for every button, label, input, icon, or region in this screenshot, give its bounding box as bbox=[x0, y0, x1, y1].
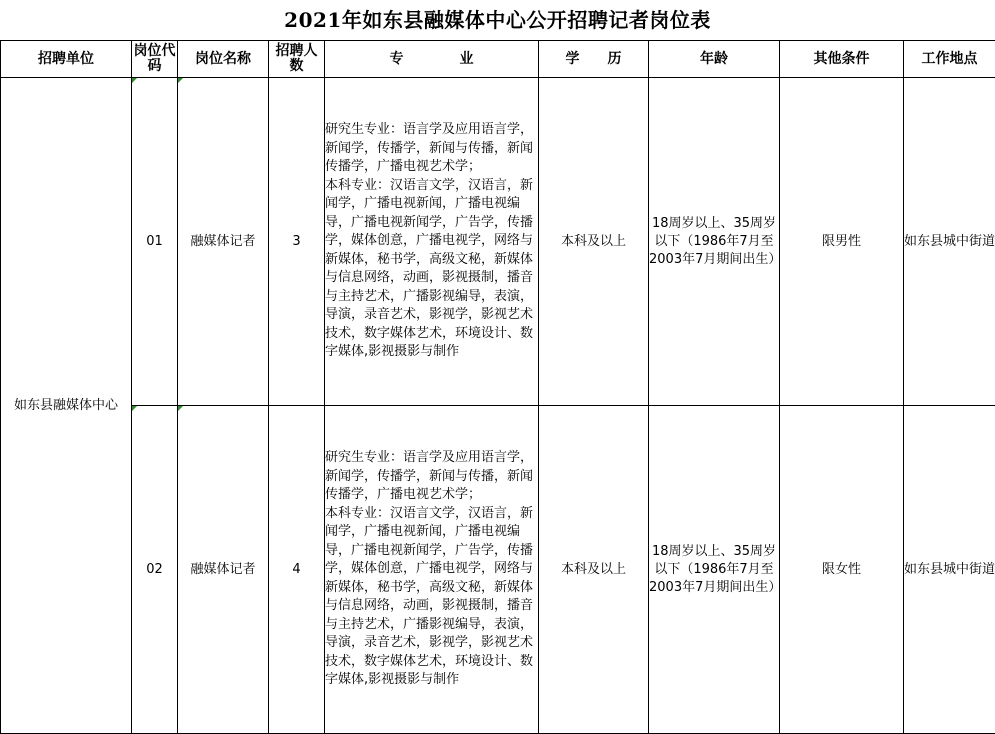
table-row bbox=[1, 406, 995, 734]
other-conditions: 限男性 bbox=[780, 78, 904, 406]
header-education: 学 历 bbox=[539, 41, 649, 78]
work-location: 如东县城中街道 bbox=[904, 78, 995, 406]
education-requirement: 本科及以上 bbox=[539, 78, 649, 406]
header-major: 专 业 bbox=[325, 41, 539, 78]
work-location: 如东县城中街道 bbox=[904, 406, 995, 734]
position-code: 02 bbox=[132, 406, 178, 734]
major-requirements: 研究生专业：语言学及应用语言学，新闻学，传播学，新闻与传播，新闻传播学，广播电视艺术学； 本科专业：汉语言文学，汉语言，新闻学，广播电视新闻，广播电视编导，广播电视新闻学，广告学，传播学，媒体创意，广播电视学，网络与新媒体，秘书学，高级文秘，新媒体与信息网络，动画，影视摄制，播音与主持艺术，广播影视编导，表演，导演，录音艺术，影视学，影视艺术技术，数字媒体艺术，环境设计、数字媒体,影视摄影与制作 bbox=[325, 78, 539, 406]
header-unit: 招聘单位 bbox=[1, 41, 132, 78]
header-age: 年龄 bbox=[649, 41, 780, 78]
age-requirement: 18周岁以上、35周岁以下（1986年7月至2003年7月期间出生） bbox=[649, 78, 780, 406]
education-requirement: 本科及以上 bbox=[539, 406, 649, 734]
other-conditions: 限女性 bbox=[780, 406, 904, 734]
header-row bbox=[1, 41, 995, 78]
header-code: 岗位代码 bbox=[132, 41, 178, 78]
page-title: 2021年如东县融媒体中心公开招聘记者岗位表 bbox=[0, 0, 995, 40]
recruitment-table bbox=[0, 40, 995, 734]
hiring-count: 4 bbox=[269, 406, 325, 734]
unit-cell: 如东县融媒体中心 bbox=[1, 78, 132, 734]
position-code: 01 bbox=[132, 78, 178, 406]
hiring-count: 3 bbox=[269, 78, 325, 406]
header-other: 其他条件 bbox=[780, 41, 904, 78]
major-requirements: 研究生专业：语言学及应用语言学，新闻学，传播学，新闻与传播，新闻传播学，广播电视艺术学； 本科专业：汉语言文学，汉语言，新闻学，广播电视新闻，广播电视编导，广播电视新闻学，广告学，传播学，媒体创意，广播电视学，网络与新媒体，秘书学，高级文秘，新媒体与信息网络，动画，影视摄制，播音与主持艺术，广播影视编导，表演，导演，录音艺术，影视学，影视艺术技术，数字媒体艺术，环境设计、数字媒体,影视摄影与制作 bbox=[325, 406, 539, 734]
position-name: 融媒体记者 bbox=[178, 78, 269, 406]
position-name: 融媒体记者 bbox=[178, 406, 269, 734]
header-location: 工作地点 bbox=[904, 41, 995, 78]
age-requirement: 18周岁以上、35周岁以下（1986年7月至2003年7月期间出生） bbox=[649, 406, 780, 734]
header-name: 岗位名称 bbox=[178, 41, 269, 78]
table-row bbox=[1, 78, 995, 406]
header-count: 招聘人数 bbox=[269, 41, 325, 78]
